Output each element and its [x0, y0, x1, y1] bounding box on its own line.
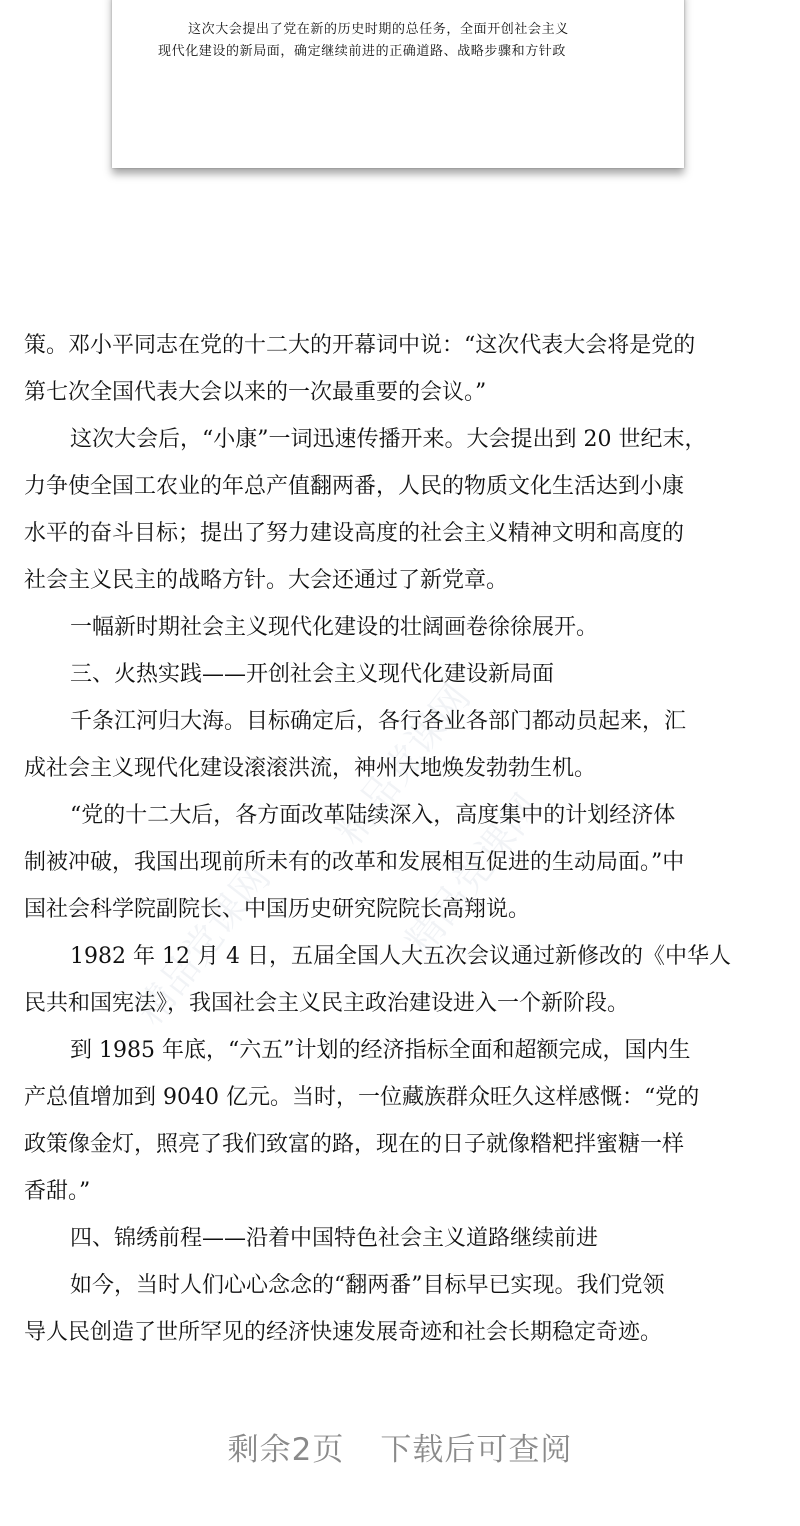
paragraph-line: 社会主义民主的战略方针。大会还通过了新党章。 — [24, 568, 509, 593]
paragraph-line: 政策像金灯，照亮了我们致富的路，现在的日子就像糌粑拌蜜糖一样 — [24, 1132, 685, 1157]
paragraph-line: 水平的奋斗目标；提出了努力建设高度的社会主义精神文明和高度的 — [24, 521, 685, 546]
paragraph-line: 一幅新时期社会主义现代化建设的壮阔画卷徐徐展开。 — [70, 615, 599, 640]
paragraph-line: 民共和国宪法》，我国社会主义民主政治建设进入一个新阶段。 — [24, 991, 630, 1016]
document-preview-page — [112, 0, 684, 168]
remaining-pages-prompt[interactable] — [0, 1424, 800, 1469]
preview-line-2: 现代化建设的新局面，确定继续前进的正确道路、战略步骤和方针政 — [158, 44, 567, 59]
download-to-view-text[interactable]: 下载后可查阅 — [380, 1432, 573, 1468]
paragraph-line: 第七次全国代表大会以来的一次最重要的会议。” — [24, 380, 487, 405]
paragraph-line: 香甜。” — [24, 1179, 91, 1204]
paragraph-line: 如今，当时人们心心念念的“翻两番”目标早已实现。我们党领 — [70, 1273, 665, 1298]
paragraph-line: 策。邓小平同志在党的十二大的开幕词中说：“这次代表大会将是党的 — [24, 333, 696, 358]
paragraph-line: 到 1985 年底，“六五”计划的经济指标全面和超额完成，国内生 — [70, 1038, 691, 1063]
paragraph-line: 产总值增加到 9040 亿元。当时，一位藏族群众旺久这样感慨：“党的 — [24, 1085, 700, 1110]
paragraph-line: 力争使全国工农业的年总产值翻两番，人民的物质文化生活达到小康 — [24, 474, 685, 499]
paragraph-line: 1982 年 12 月 4 日，五届全国人大五次会议通过新修改的《中华人 — [70, 944, 731, 969]
watermark-text: 精品党课网 — [127, 855, 279, 1033]
watermark-text: 精品党课网 — [327, 675, 479, 853]
remaining-pages-text[interactable]: 剩余2页 — [227, 1432, 345, 1468]
document-body — [24, 322, 776, 1356]
paragraph-line: 制被冲破，我国出现前所未有的改革和发展相互促进的生动局面。”中 — [24, 850, 685, 875]
preview-line-1: 这次大会提出了党在新的历史时期的总任务，全面开创社会主义 — [188, 22, 569, 37]
paragraph-line: “党的十二大后，各方面改革陆续深入，高度集中的计划经济体 — [70, 803, 676, 828]
section-heading: 三、火热实践——开创社会主义现代化建设新局面 — [70, 662, 555, 687]
section-heading: 四、锦绣前程——沿着中国特色社会主义道路继续前进 — [70, 1226, 599, 1251]
paragraph-line: 导人民创造了世所罕见的经济快速发展奇迹和社会长期稳定奇迹。 — [24, 1320, 663, 1345]
paragraph-line: 这次大会后，“小康”一词迅速传播开来。大会提出到 20 世纪末， — [70, 427, 707, 452]
watermark-text: 精品党课网 — [397, 785, 549, 963]
paragraph-line: 成社会主义现代化建设滚滚洪流，神州大地焕发勃勃生机。 — [24, 756, 597, 781]
paragraph-line: 国社会科学院副院长、中国历史研究院院长高翔说。 — [24, 897, 531, 922]
paragraph-line: 千条江河归大海。目标确定后，各行各业各部门都动员起来，汇 — [70, 709, 687, 734]
